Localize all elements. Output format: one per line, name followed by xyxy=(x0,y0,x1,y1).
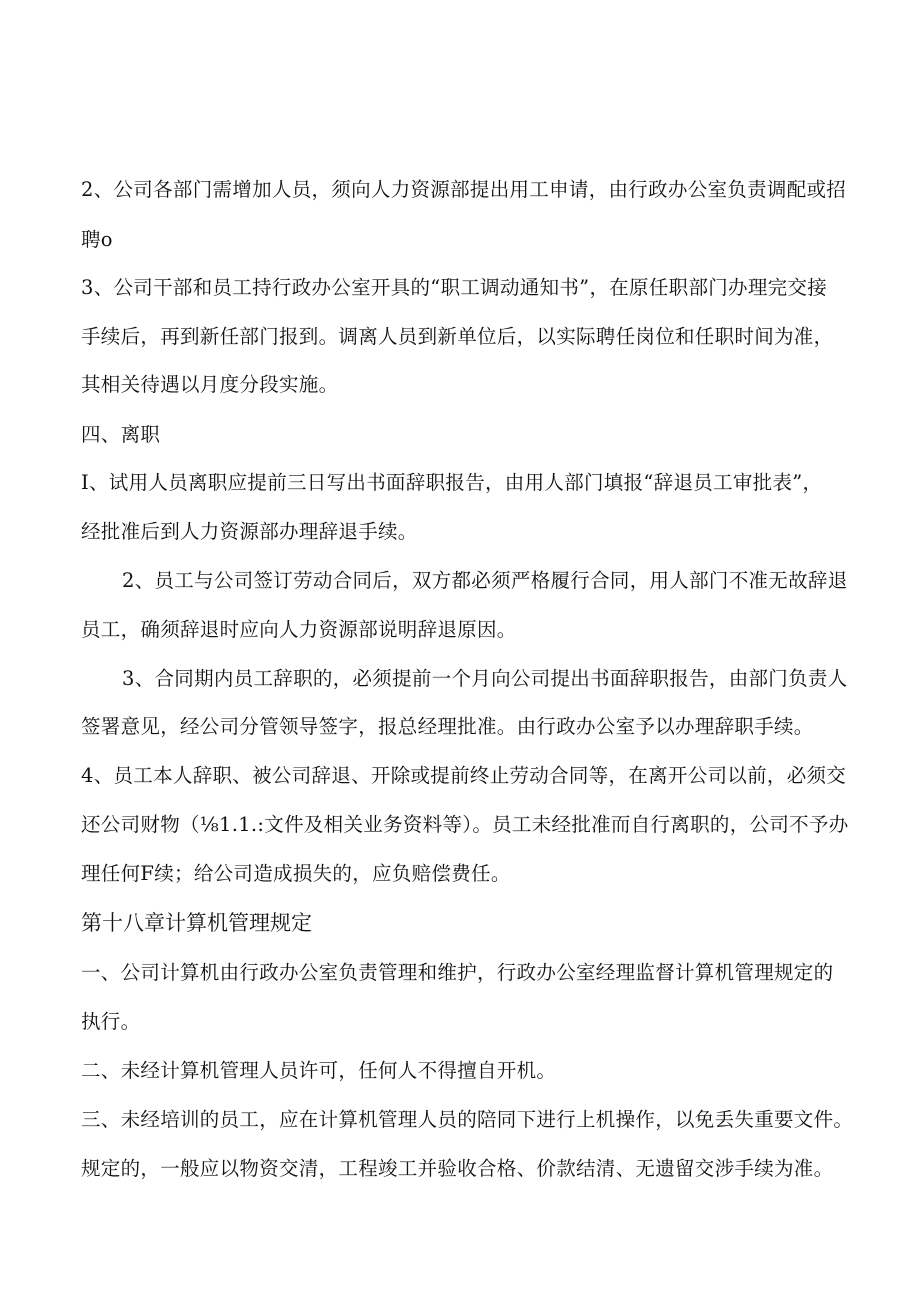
paragraph-line: 还公司财物（⅛1.1.:文件及相关业务资料等）。员工未经批准而自行离职的，公司不予办 xyxy=(81,813,849,836)
paragraph-line: 员工，确须辞退时应向人力资源部说明辞退原因。 xyxy=(81,618,517,641)
paragraph-line: 签署意见，经公司分管领导签字，报总经理批准。由行政办公室予以办理辞职手续。 xyxy=(81,715,814,738)
paragraph-line: 规定的，一般应以物资交清，工程竣工并验收合格、价款结清、无遗留交涉手续为准。 xyxy=(81,1157,834,1180)
paragraph-line: 3、合同期内员工辞职的，必须提前一个月向公司提出书面辞职报告，由部门负责人 xyxy=(122,667,848,690)
paragraph-line: 理任何F续；给公司造成损失的，应负赔偿费任。 xyxy=(81,862,511,885)
paragraph-line: 一、公司计算机由行政办公室负责管理和维护，行政办公室经理监督计算机管理规定的 xyxy=(81,961,834,984)
paragraph-line: 2、公司各部门需增加人员，须向人力资源部提出用工申请，由行政办公室负责调配或招 xyxy=(81,178,847,201)
paragraph-line: 二、未经计算机管理人员许可，任何人不得擅自开机。 xyxy=(81,1059,557,1082)
paragraph-line: I、试用人员离职应提前三日写出书面辞职报告，由用人部门填报“辞退员工审批表”， xyxy=(81,471,823,494)
paragraph-line: 其相关待遇以月度分段实施。 xyxy=(81,373,339,396)
paragraph-line: 经批准后到人力资源部办理辞退手续。 xyxy=(81,520,418,543)
section-heading: 四、离职 xyxy=(81,423,161,446)
paragraph-line: 手续后，再到新任部门报到。调离人员到新单位后，以实际聘任岗位和任职时间为准， xyxy=(81,325,834,348)
paragraph-line: 2、员工与公司签订劳动合同后，双方都必须严格履行合同，用人部门不准无故辞退 xyxy=(122,569,848,592)
paragraph-line: 三、未经培训的员工，应在计算机管理人员的陪同下进行上机操作，以免丢失重要文件。 xyxy=(81,1108,854,1131)
chapter-heading: 第十八章计算机管理规定 xyxy=(81,911,312,935)
paragraph-line: 3、公司干部和员工持行政办公室开具的“职工调动通知书”，在原任职部门办理完交接 xyxy=(81,276,828,299)
paragraph-line: 聘o xyxy=(81,228,113,251)
paragraph-line: 4、员工本人辞职、被公司辞退、开除或提前终止劳动合同等，在离开公司以前，必须交 xyxy=(81,764,847,787)
paragraph-line: 执行。 xyxy=(81,1010,141,1033)
